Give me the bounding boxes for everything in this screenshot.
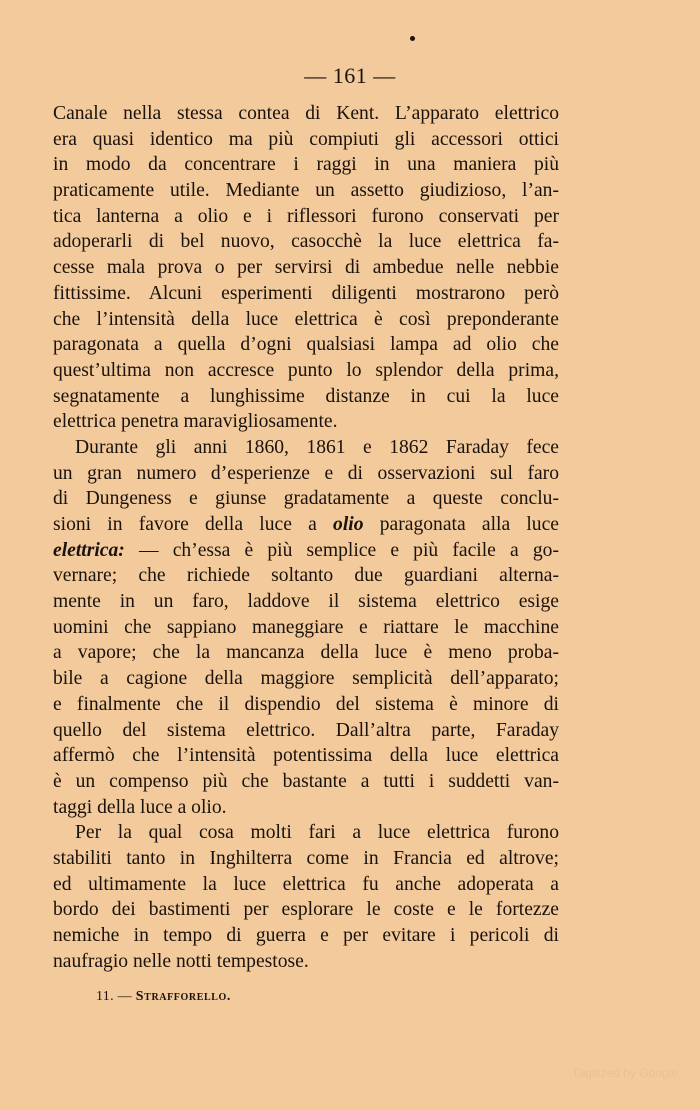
- text-line: di Dungeness e giunse gradatamente a queste conclu-: [53, 488, 559, 510]
- text-line: paragonata a quella d’ogni qualsiasi lampa ad olio che: [53, 334, 559, 356]
- text-line: mente in un faro, laddove il sistema elettrico esige: [53, 591, 559, 613]
- text-line: quest’ultima non accresce punto lo splendor della prima,: [53, 359, 559, 381]
- signature-footer: [96, 989, 231, 1005]
- text-line: nemiche in tempo di guerra e per evitare i pericoli di: [53, 925, 559, 946]
- text-segment: paragonata alla luce: [379, 514, 559, 535]
- text-line: bordo dei bastimenti per esplorare le coste e le fortezze: [53, 899, 559, 921]
- text-line: ed ultimamente la luce elettrica fu anche adoperata a: [53, 873, 559, 895]
- text-line: cesse mala prova o per servirsi di ambedue nelle nebbie: [53, 257, 559, 279]
- text-line: elettrica penetra maravigliosamente.: [53, 411, 338, 433]
- text-line: un gran numero d’esperienze e di osservazioni sul faro: [53, 462, 559, 484]
- text-line: era quasi identico ma più compiuti gli accessori ottici: [53, 128, 559, 150]
- text-line: vernare; che richiede soltanto due guardiani alterna-: [53, 565, 559, 587]
- text-line: in modo da concentrare i raggi in una maniera più: [53, 154, 559, 176]
- ink-dot: [410, 36, 415, 41]
- text-line: e finalmente che il dispendio del sistema è minore di: [53, 693, 559, 715]
- text-line: è un compenso più che bastante a tutti i suddetti van-: [53, 770, 559, 792]
- signature-mark: 11. —: [96, 989, 132, 1004]
- text-line: Canale nella stessa contea di Kent. L’apparato elettrico: [53, 103, 559, 124]
- emphasis-olio: olio: [333, 514, 364, 535]
- text-line: Per la qual cosa molti fari a luce elettrica furono: [75, 822, 559, 844]
- text-line: uomini che sappiano maneggiare e riattare le macchine: [53, 616, 559, 638]
- text-line: quello del sistema elettrico. Dall’altra parte, Faraday: [53, 719, 559, 741]
- text-line: tica lanterna a olio e i riflessori furono conservati per: [53, 205, 559, 227]
- text-line: Durante gli anni 1860, 1861 e 1862 Faraday fece: [75, 436, 559, 458]
- text-line: stabiliti tanto in Inghilterra come in Francia ed altrove;: [53, 847, 559, 869]
- text-line: affermò che l’intensità potentissima della luce elettrica: [53, 745, 559, 767]
- text-line: taggi della luce a olio.: [53, 796, 227, 818]
- text-segment: — ch’essa è più semplice e più facile a go-: [138, 539, 559, 561]
- emphasis-elettrica: elettrica:: [53, 539, 125, 561]
- text-line: bile a cagione della maggiore semplicità dell’apparato;: [53, 668, 559, 690]
- text-line-mixed: [53, 538, 559, 564]
- text-line-mixed: [53, 512, 559, 538]
- text-line: praticamente utile. Mediante un assetto giudizioso, l’an-: [53, 180, 559, 202]
- page-number: — 161 —: [304, 63, 396, 88]
- text-line: segnatamente a lunghissime distanze in cui la luce: [53, 385, 559, 407]
- text-line: adoperarli di bel nuovo, casocchè la luce elettrica fa-: [53, 231, 559, 253]
- text-line: a vapore; che la mancanza della luce è meno proba-: [53, 642, 559, 664]
- text-line: fittissime. Alcuni esperimenti diligenti mostrarono però: [53, 282, 559, 304]
- text-segment: sioni in favore della luce a: [53, 514, 317, 535]
- body-text: [53, 101, 559, 974]
- text-line: naufragio nelle notti tempestose.: [53, 950, 309, 972]
- author-name: Strafforello.: [135, 989, 232, 1004]
- digitization-watermark: Digitized by Google: [573, 1066, 678, 1080]
- text-line: che l’intensità della luce elettrica è così preponderante: [53, 308, 559, 330]
